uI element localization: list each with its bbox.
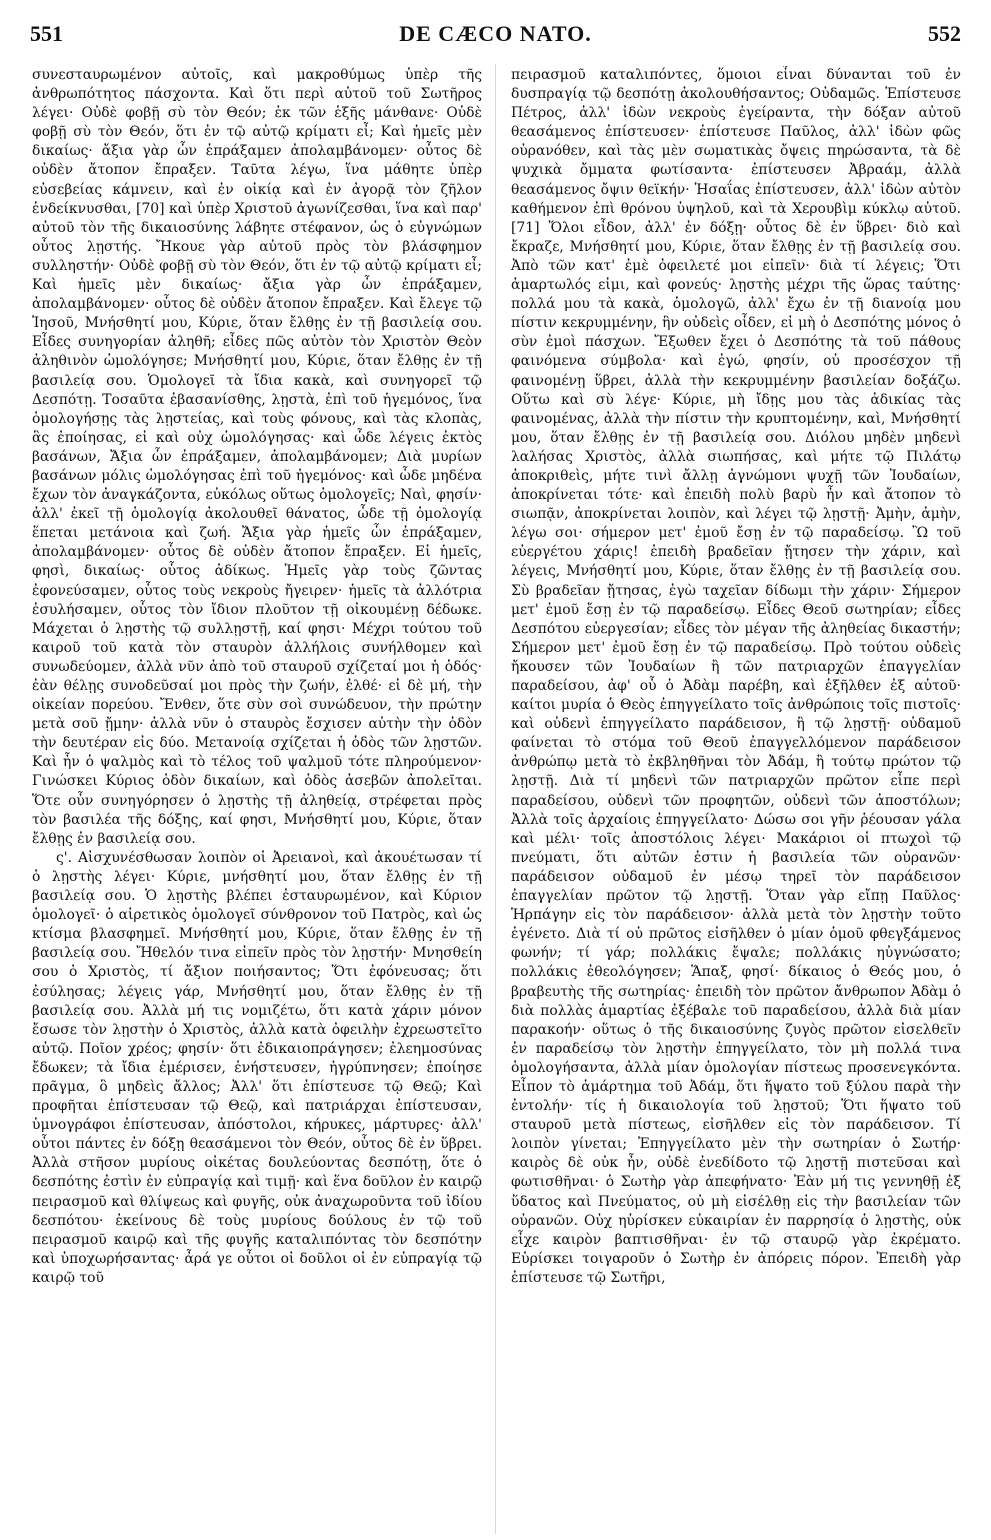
running-header <box>30 14 961 54</box>
right-page-number: 552 <box>927 21 961 46</box>
paragraph: ς'. Αἰσχυνέσθωσαν λοιπὸν οἱ Ἀρειανοὶ, καὶ ἀκουέτωσαν τί ὁ λῃστὴς λέγει· Κύριε, μνήσθητί μου, ὅταν ἔλθῃς ἐν τῇ βασιλείᾳ σου. Ὁ λῃστὴς βλέπει ἐσταυρωμένον, καὶ Κύριον ὁμολογεῖ· ὁ αἱρετικὸς ὁμολογεῖ σύνθρονον τοῦ Πατρὸς, καὶ ὡς κτίσμα βλασφημεῖ. Μνήσθητί μου, Κύριε, ὅταν ἔλθῃς ἐν τῇ βασιλείᾳ σου. Ἤθελόν τινα εἰπεῖν πρὸς τὸν λῃστήν· Μνησθείη σου ὁ Χριστὸς, τί ἄξιον ποιήσαντος; Ὅτι ἐφόνευσας; ὅτι ἐσύλησας; λέγεις γάρ, Μνήσθητί μου, ὅταν ἔλθῃς ἐν τῇ βασιλείᾳ σου. Ἀλλὰ μή τις νομιζέτω, ὅτι κατὰ χάριν μόνον ἔσωσε τὸν λῃστὴν ὁ Χριστὸς, ἀλλὰ κατὰ ὀφειλὴν ἐχρεωστεῖτο αὐτῷ. Ποῖον χρέος; φησίν· ὅτι ἐδικαιοπράγησεν; ἐλεημοσύνας ἔδωκεν; τὰ ἴδια ἐμέρισεν, ἐνήστευσεν, ἠγρύπνησεν; ἐποίησε πρᾶγμα, ὃ μηδεὶς ἄλλος; Ἀλλ' ὅτι ἐπίστευσε τῷ Θεῷ; Καὶ προφῆται ἐπίστευσαν τῷ Θεῷ, καὶ πατριάρχαι ἐπίστευσαν, ὑμνογράφοι ἐπίστευσαν, ἀπόστολοι, κήρυκες, μάρτυρες· ἀλλ' οὗτοι πάντες ἐν δόξῃ θεασάμενοι τὸν Θεόν, οὗτος δὲ ἐν ὕβρει. Ἀλλὰ στῆσον μυρίους οἰκέτας δουλεύοντας δεσπότῃ, ὅτε ὁ δεσπότης ἐστὶν ἐν εὐπραγίᾳ καὶ τιμῇ· καὶ ἕνα δοῦλον ἐν καιρῷ πειρασμοῦ καὶ θλίψεως καὶ φυγῆς, οὐκ ἀναχωροῦντα τοῦ ἰδίου δεσπότου· ἐκείνους δὲ τοὺς μυρίους δούλους ἐν τῷ τοῦ πειρασμοῦ καιρῷ καὶ τῆς φυγῆς καταλιπόντας τὸν δεσπότην καὶ ὑποχωρήσαντας· ἆρά γε οὗτοι οἱ δοῦλοι οἱ ἐν εὐπραγίᾳ τῷ καιρῷ τοῦ <box>32 849 482 1286</box>
page-title: DE CÆCO NATO. <box>399 21 592 46</box>
right-column <box>511 66 961 1536</box>
paragraph: συνεσταυρωμένον αὐτοῖς, καὶ μακροθύμως ὑπὲρ τῆς ἀνθρωπότητος πάσχοντα. Καὶ ὅτι περὶ αὐτοῦ τοῦ Σωτῆρος λέγει· Οὐδὲ φοβῇ σὺ τὸν Θεόν; ἐκ τῶν ἑξῆς μάνθανε· Οὐδὲ φοβῇ σὺ τὸν Θεόν, ὅτι ἐν τῷ αὐτῷ κρίματι εἶ; Καὶ ἡμεῖς μὲν δικαίως· ἄξια γὰρ ὧν ἐπράξαμεν ἀπολαμβάνομεν· οὗτος δὲ οὐδὲν ἄτοπον ἔπραξεν. Ταῦτα λέγω, ἵνα μάθητε ὑπὲρ εὐσεβείας κάμνειν, καὶ ἐν οἰκίᾳ καὶ ἐν ἀγορᾷ τὸν ζῆλον ἐνδείκνυσθαι, [70] καὶ ὑπὲρ Χριστοῦ ἀγωνίζεσθαι, ἵνα καὶ παρ' αὐτοῦ τὸν τῆς δικαιοσύνης λάβητε στέφανον, ὡς ὁ εὐγνώμων οὗτος λῃστής. Ἤκουε γὰρ αὐτοῦ πρὸς τὸν βλάσφημον συλληστήν· Οὐδὲ φοβῇ σὺ τὸν Θεόν, ὅτι ἐν τῷ αὐτῷ κρίματι εἶ; Καὶ ἡμεῖς μὲν δικαίως· ἄξια γὰρ ὧν ἐπράξαμεν, ἀπολαμβάνομεν· οὗτος δὲ οὐδὲν ἄτοπον ἔπραξεν. Καὶ ἔλεγε τῷ Ἰησοῦ, Μνήσθητί μου, Κύριε, ὅταν ἔλθῃς ἐν τῇ βασιλείᾳ σου. Εἶδες συνηγορίαν ἀληθῆ; εἶδες πῶς αὐτὸν τὸν Χριστὸν Θεὸν ἀληθινὸν ὡμολόγησε; Μνήσθητί μου, Κύριε, ὅταν ἔλθῃς ἐν τῇ βασιλείᾳ σου. Ὁμολογεῖ τὰ ἴδια κακὰ, καὶ συνηγορεῖ τῷ Δεσπότῃ. Τοσαῦτα ἐβασανίσθης, λῃστὰ, ἐπὶ τοῦ ἡγεμόνος, ἵνα ὁμολογήσῃς τὰς λῃστείας, καὶ τοὺς φόνους, καὶ τὰς κλοπὰς, ἃς ἐποίησας, εἰ καὶ οὐχ ὡμολόγησας· καὶ ὧδε λέγεις ἐκτὸς βασάνων, Ἄξια ὧν ἐπράξαμεν, ἀπολαμβάνομεν; Διὰ μυρίων βασάνων μόλις ὡμολόγησας ἐπὶ τοῦ ἡγεμόνος· καὶ ὧδε μηδένα ἔχων τὸν ἀναγκάζοντα, εὐκόλως οὕτως ὁμολογεῖς; Ναὶ, φησίν· ἀλλ' ἐκεῖ τῇ ὁμολογίᾳ ἀκολουθεῖ θάνατος, ὧδε τῇ ὁμολογίᾳ ἕπεται μετάνοια καὶ ζωή. Ἄξια γὰρ ἡμεῖς ὧν ἐπράξαμεν, ἀπολαμβάνομεν· οὗτος δὲ οὐδὲν ἄτοπον ἔπραξεν. Εἰ ἡμεῖς, φησὶ, δικαίως· οὗτος ἀδίκως. Ἡμεῖς γὰρ τοὺς ζῶντας ἐφονεύσαμεν, οὗτος τοὺς νεκροὺς ἤγειρεν· ἡμεῖς τὰ ἀλλότρια ἐσυλήσαμεν, οὗτος τὸν ἴδιον πλοῦτον τῇ οἰκουμένῃ δέδωκε. Μάχεται ὁ λῃστὴς τῷ συλλῃστῇ, καί φησι· Μέχρι τούτου τοῦ καιροῦ τοῦ κατὰ τὸν σταυρὸν ἀλλήλοις συνήλθομεν καὶ συνωδεύομεν, ἀλλὰ νῦν ἀπὸ τοῦ σταυροῦ σχίζεταί μοι ἡ ὁδός· ἐὰν θέλῃς συνοδεῦσαί μοι πρὸς τὴν ζωήν, ἐλθέ· εἰ δὲ μή, τὴν οἰκείαν πορεύου. Ἔνθεν, ὅτε σὺν σοὶ συνώδευον, τὴν πρώτην μετὰ σοῦ ᾔμην· ἀλλὰ νῦν ὁ σταυρὸς ἔσχισεν αὐτὴν τὴν ὁδὸν τὴν δευτέραν εἰς δύο. Μετανοίᾳ σχίζεται ἡ ὁδὸς τῶν λῃστῶν. Καὶ ἦν ὁ ψαλμὸς καὶ τὸ τέλος τοῦ ψαλμοῦ τότε πληρούμενον· Γινώσκει Κύριος ὁδὸν δικαίων, καὶ ὁδὸς ἀσεβῶν ἀπολεῖται. Ὅτε οὖν συνηγόρησεν ὁ λῃστὴς τῇ ἀληθείᾳ, στρέφεται πρὸς τὸν βασιλέα τῆς δόξης, καί φησι, Μνήσθητί μου, Κύριε, ὅταν ἔλθῃς ἐν βασιλείᾳ σου. <box>32 67 482 847</box>
column-divider <box>495 64 496 1534</box>
left-column <box>32 66 482 1536</box>
left-page-number: 551 <box>30 21 63 46</box>
paragraph: πειρασμοῦ καταλιπόντες, ὅμοιοι εἶναι δύνανται τοῦ ἐν δυσπραγίᾳ τῷ δεσπότῃ ἀκολουθήσαντος; Οὐδαμῶς. Ἐπίστευσε Πέτρος, ἀλλ' ἰδὼν νεκροὺς ἐγείραντα, τὴν δόξαν αὐτοῦ θεασάμενος ἐπίστευσεν· ἐπίστευσε Παῦλος, ἀλλ' ἰδὼν φῶς οὐρανόθεν, καὶ τὰς μὲν σωματικὰς ὄψεις πηρώσαντα, τὰ δὲ ψυχικὰ ὄμματα φωτίσαντα· ἐπίστευσεν Ἀβραάμ, ἀλλὰ θεασάμενος ὄψιν θεϊκήν· Ἡσαΐας ἐπίστευσεν, ἀλλ' ἰδὼν αὐτὸν καθήμενον ἐπὶ θρόνου ὑψηλοῦ, καὶ τὰ Χερουβὶμ κύκλῳ αὐτοῦ. [71] Ὅλοι εἶδον, ἀλλ' ἐν δόξῃ· οὗτος δὲ ἐν ὕβρει· διὸ καὶ ἔκραζε, Μνήσθητί μου, Κύριε, ὅταν ἔλθῃς ἐν τῇ βασιλείᾳ σου. Ἀπὸ τῶν κατ' ἐμὲ ὀφειλετέ μοι εἰπεῖν· διὰ τί λέγεις; Ὅτι ἁμαρτωλός εἰμι, καὶ φονεύς· λῃστὴς μέχρι τῆς ὥρας ταύτης· πολλά μου τὰ κακὰ, ὁμολογῶ, ἀλλ' ἔχω ἐν τῇ διανοίᾳ μου πίστιν κεκρυμμένην, ἣν οὐδεὶς οἶδεν, εἰ μὴ ὁ Δεσπότης μόνος ὁ σὺν ἐμοὶ πάσχων. Ἔξωθεν ἔχει ὁ Δεσπότης τὰ τοῦ πάθους φαινόμενα σύμβολα· καὶ ἐγώ, φησίν, οὐ προσέσχον τῇ φαινομένῃ ὕβρει, ἀλλὰ τὴν κεκρυμμένην βασιλείαν δοξάζω. Οὕτω καὶ σὺ λέγε· Κύριε, μὴ ἴδῃς μου τὰς ἀδικίας τὰς φαινομένας, ἀλλὰ τὴν πίστιν τὴν κρυπτομένην, καὶ, Μνήσθητί μου, ὅταν ἔλθῃς ἐν τῇ βασιλείᾳ σου. Διόλου μηδὲν μηδενὶ λαλήσας Χριστὸς, ἀλλὰ σιωπήσας, καὶ μήτε τῷ Πιλάτῳ ἀποκριθεὶς, μήτε τινὶ ἄλλῃ ἀγνώμονι ψυχῇ τῶν Ἰουδαίων, ἀποκρίνεται τότε· καὶ ἐπειδὴ πολὺ βαρὺ ἦν καὶ ἄτοπον τὸ σιωπᾷν, ἀποκρίνεται λοιπὸν, καὶ λέγει τῷ λῃστῇ· Ἀμὴν, ἀμὴν, λέγω σοι· σήμερον μετ' ἐμοῦ ἔσῃ ἐν τῷ παραδείσῳ. Ὢ τοῦ εὐεργέτου χάρις! ἐπειδὴ βραδεῖαν ᾔτησεν τὴν χάριν, καὶ λέγεις, Μνήσθητί μου, Κύριε, ὅταν ἔλθῃς ἐν τῇ βασιλείᾳ σου. Σὺ βραδεῖαν ᾔτησας, ἐγὼ ταχεῖαν δίδωμι τὴν χάριν· Σήμερον μετ' ἐμοῦ ἔσῃ ἐν τῷ παραδείσῳ. Εἶδες Θεοῦ σωτηρίαν; εἶδες Δεσπότου εὐεργεσίαν; εἶδες τὸν μέγαν τῆς ἀληθείας δικαστήν; Σήμερον μετ' ἐμοῦ ἔσῃ ἐν τῷ παραδείσῳ. Πρὸ τούτου οὐδεὶς ἤκουσεν τῶν Ἰουδαίων ἢ τῶν πατριαρχῶν ἐπαγγελίαν παραδείσου, ἀφ' οὗ ὁ Ἀδὰμ παρέβη, καὶ ἐξῆλθεν ἐξ αὐτοῦ· καίτοι μυρία ὁ Θεὸς ἐπηγγείλατο τοῖς ἀνθρώποις τοῖς πιστοῖς· καὶ οὐδενὶ ἐπηγγείλατο παράδεισον, ἢ τῷ λῃστῇ· οὐδαμοῦ φαίνεται τὸ στόμα τοῦ Θεοῦ ἐπαγγελλόμενον παράδεισον ἀνθρώπῳ μετὰ τὸ ἐκβληθῆναι τὸν Ἀδάμ, ἢ τούτῳ πρώτον τῷ λῃστῇ. Διὰ τί μηδενὶ τῶν πατριαρχῶν πρῶτον εἶπε περὶ παραδείσου, οὐδενὶ τῶν προφητῶν, οὐδενὶ τῶν ἀποστόλων; Ἀλλὰ τοῖς ἀρχαίοις ἐπηγγείλατο· Δώσω σοι γῆν ῥέουσαν γάλα καὶ μέλι· τοῖς ἀποστόλοις λέγει· Μακάριοι οἱ πτωχοὶ τῷ πνεύματι, ὅτι αὐτῶν ἐστιν ἡ βασιλεία τῶν οὐρανῶν· παράδεισον οὐδαμοῦ ἐν μέσῳ τηρεῖ τὸν παράδεισον ἐπαγγελίαν πρῶτον τῷ λῃστῇ. Ὅταν γὰρ εἴπῃ Παῦλος· Ἡρπάγην εἰς τὸν παράδεισον· ἀλλὰ μετὰ τὸν λῃστὴν τοῦτο ἐγένετο. Διὰ τί οὐ πρῶτος εἰσῆλθεν ὁ μίαν ὁμοῦ φθεγξάμενος φωνήν; τί γάρ; πολλάκις ἔψαλε; πολλάκις ηὐγνώσατο; πολλάκις ἐθεολόγησεν; Ἅπαξ, φησί· δίκαιος ὁ Θεός μου, ὁ βραβευτὴς τῆς σωτηρίας· ἐπειδὴ τὸν πρῶτον ἄνθρωπον Ἀδὰμ ὁ διὰ πολλὰς ἁμαρτίας ἐξέβαλε τοῦ παραδείσου, ἀλλὰ διὰ μίαν παρακοήν· οὕτως ὁ τῆς δικαιοσύνης ζυγὸς πρῶτον εἰσελθεῖν ἐν παραδείσῳ τὸν λῃστὴν ἐπηγγείλατο, τὸν μὴ πολλά τινα ὁμολογήσαντα, ἀλλὰ μίαν ὁμολογίαν πίστεως προσενεγκόντα. Εἶπον τὸ ἁμάρτημα τοῦ Ἀδάμ, ὅτι ἥψατο τοῦ ξύλου παρὰ τὴν ἐντολήν· τίς ἡ δικαιολογία τοῦ λῃστοῦ; Ὅτι ἥψατο τοῦ σταυροῦ μετὰ πίστεως, εἰσῆλθεν εἰς τὸν παράδεισον. Τί λοιπὸν γίνεται; Ἐπηγγείλατο μὲν τὴν σωτηρίαν ὁ Σωτήρ· καιρὸς δὲ οὐκ ἦν, οὐδὲ ἐνεδίδοτο τῷ λῃστῇ πιστεῦσαι καὶ φωτισθῆναι· ὁ Σωτὴρ γὰρ ἀπεφήνατο· Ἐὰν μή τις γεννηθῇ ἐξ ὕδατος καὶ Πνεύματος, οὐ μὴ εἰσέλθῃ εἰς τὴν βασιλείαν τῶν οὐρανῶν. Οὐχ ηὑρίσκεν εὐκαιρίαν ἐν παρρησίᾳ ὁ λῃστὴς, οὐκ εἶχε καιρὸν βαπτισθῆναι· ἐν τῷ σταυρῷ γὰρ ἐκρέματο. Εὑρίσκει τοιγαροῦν ὁ Σωτὴρ ἐν ἀπόρεις πόρον. Ἐπειδὴ γὰρ ἐπίστευσε τῷ Σωτῆρι, <box>511 67 961 1286</box>
